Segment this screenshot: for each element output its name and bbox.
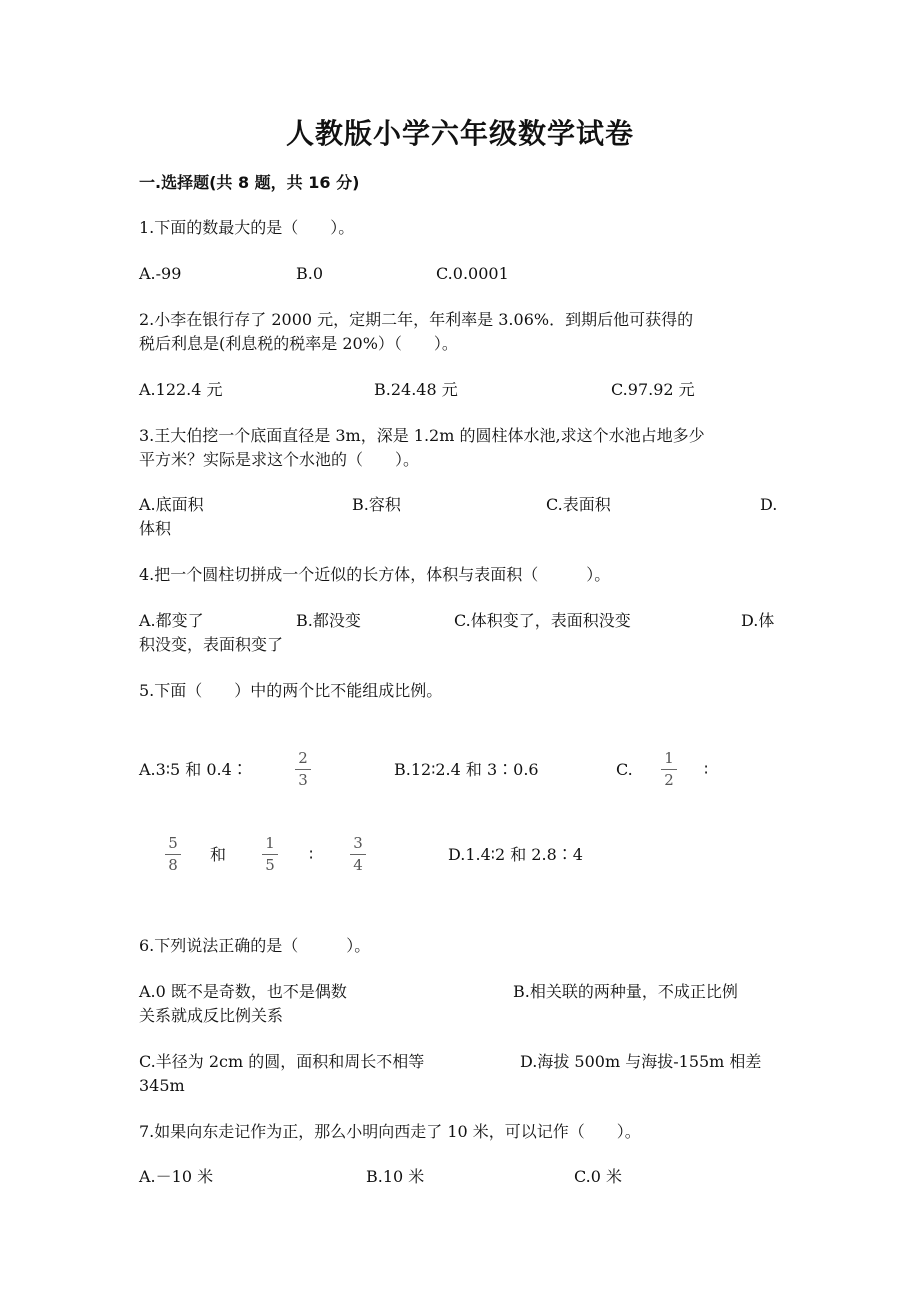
question-7-option-b: B.10 米	[366, 1167, 425, 1186]
fraction-bar	[661, 769, 677, 770]
question-5-option-a: A.3∶5 和 0.4∶	[139, 760, 248, 779]
fraction-bar	[262, 854, 278, 855]
fraction-numerator: 2	[298, 749, 308, 767]
question-6-option-b-continued: 关系就成反比例关系	[139, 1006, 284, 1025]
question-5-stem: 5.下面（ ）中的两个比不能组成比例。	[139, 681, 443, 700]
question-5-option-c: C.	[616, 760, 633, 779]
ratio-colon: ∶	[704, 760, 709, 779]
question-5-option-b: B.12∶2.4 和 3∶0.6	[394, 760, 539, 779]
question-6-option-c: C.半径为 2cm 的圆，面积和周长不相等	[139, 1052, 425, 1071]
question-3-option-d: D.	[760, 495, 778, 514]
question-2-option-b: B.24.48 元	[374, 380, 458, 399]
fraction-numerator: 3	[353, 834, 363, 852]
question-3-option-b: B.容积	[352, 495, 401, 514]
fraction-numerator: 1	[664, 749, 674, 767]
question-3-stem-line2: 平方米？实际是求这个水池的（ ）。	[139, 450, 420, 469]
fraction-3-4	[347, 835, 369, 874]
question-3-option-d-continued: 体积	[139, 519, 172, 538]
fraction-denominator: 3	[298, 771, 308, 789]
fraction-numerator: 1	[265, 834, 275, 852]
ratio-colon: ∶	[309, 845, 314, 864]
fraction-bar	[295, 769, 311, 770]
question-7-option-c: C.0 米	[574, 1167, 623, 1186]
question-2-option-c: C.97.92 元	[611, 380, 695, 399]
question-4-option-d-continued: 积没变，表面积变了	[139, 635, 284, 654]
question-6-option-d: D.海拔 500m 与海拔-155m 相差	[520, 1052, 762, 1071]
fraction-denominator: 5	[265, 856, 275, 874]
question-7-stem: 7.如果向东走记作为正，那么小明向西走了 10 米，可以记作（ ）。	[139, 1122, 641, 1141]
question-3-option-c: C.表面积	[546, 495, 611, 514]
question-3-option-a: A.底面积	[139, 495, 204, 514]
question-6-stem: 6.下列说法正确的是（ ）。	[139, 936, 371, 955]
conjunction-he: 和	[210, 845, 227, 864]
question-1-option-b: B.0	[296, 264, 324, 283]
fraction-denominator: 2	[664, 771, 674, 789]
fraction-bar	[165, 854, 181, 855]
question-4-stem: 4.把一个圆柱切拼成一个近似的长方体，体积与表面积（ ）。	[139, 565, 611, 584]
question-4-option-c: C.体积变了，表面积没变	[454, 611, 631, 630]
fraction-denominator: 8	[168, 856, 178, 874]
question-6-option-a: A.0 既不是奇数，也不是偶数	[139, 982, 347, 1001]
question-4-option-d: D.体	[741, 611, 775, 630]
question-1-stem: 1.下面的数最大的是（ ）。	[139, 218, 355, 237]
fraction-1-5	[259, 835, 281, 874]
question-3-stem-line1: 3.王大伯挖一个底面直径是 3m，深是 1.2m 的圆柱体水池,求这个水池占地多少	[139, 426, 705, 445]
page-title: 人教版小学六年级数学试卷	[285, 117, 634, 150]
question-7-option-a: A.－10 米	[139, 1167, 214, 1186]
question-5-option-d: D.1.4∶2 和 2.8∶4	[448, 845, 583, 864]
fraction-denominator: 4	[353, 856, 363, 874]
section-heading: 一.选择题(共 8 题，共 16 分)	[139, 173, 360, 192]
question-1-option-c: C.0.0001	[436, 264, 509, 283]
question-4-option-b: B.都没变	[296, 611, 361, 630]
fraction-1-2	[658, 750, 680, 789]
question-2-stem-line1: 2.小李在银行存了 2000 元，定期二年，年利率是 3.06%．到期后他可获得的	[139, 310, 694, 329]
fraction-bar	[350, 854, 366, 855]
question-2-option-a: A.122.4 元	[139, 380, 223, 399]
question-1-option-a: A.-99	[139, 264, 182, 283]
question-2-stem-line2: 税后利息是(利息税的税率是 20%）（ ）。	[139, 334, 458, 353]
question-6-option-d-continued: 345m	[139, 1076, 185, 1095]
question-6-option-b: B.相关联的两种量，不成正比例	[513, 982, 738, 1001]
fraction-5-8	[162, 835, 184, 874]
question-4-option-a: A.都变了	[139, 611, 204, 630]
fraction-2-3	[292, 750, 314, 789]
fraction-numerator: 5	[168, 834, 178, 852]
